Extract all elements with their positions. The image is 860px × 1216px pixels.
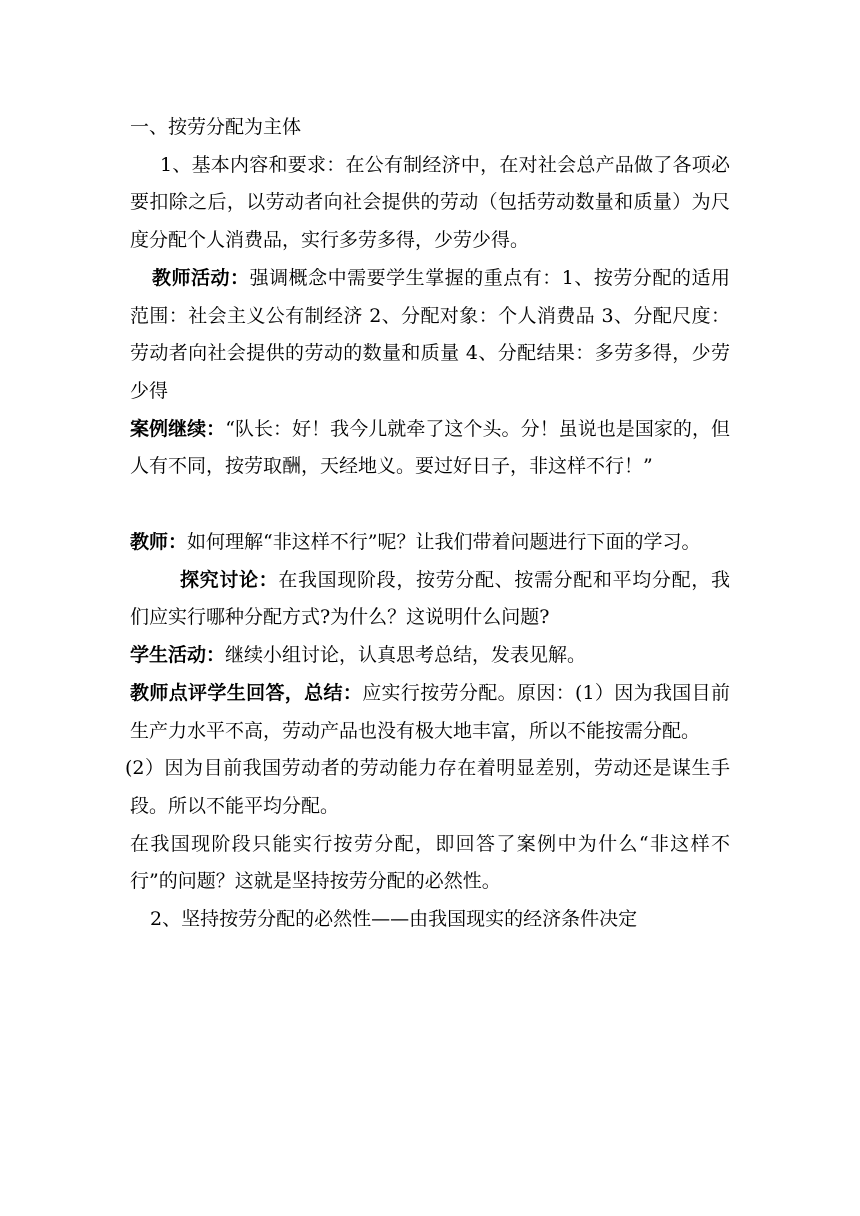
section-heading: 一、按劳分配为主体 — [130, 116, 302, 138]
teacher-activity-label: 教师活动： — [152, 266, 250, 289]
paragraph-reason-two: (2）因为目前我国劳动者的劳动能力存在着明显差别，劳动还是谋生手段。所以不能平均分配。 — [125, 757, 730, 817]
paragraph-teacher-activity — [130, 260, 730, 411]
teacher-activity-text: 强调概念中需要学生掌握的重点有：1、按劳分配的适用范围：社会主义公有制经济 2、分配对象：个人消费品 3、分配尺度：劳动者向社会提供的劳动的数量和质量 4、分配结果：多劳多得，少劳少得 — [130, 266, 730, 402]
paragraph-teacher-question — [130, 524, 730, 562]
teacher-summary-label: 教师点评学生回答，总结： — [130, 681, 363, 704]
paragraph-case-continued — [130, 411, 730, 486]
student-activity-label: 学生活动： — [130, 644, 226, 667]
paragraph-teacher-summary — [130, 675, 730, 750]
paragraph-necessity-heading: 2、坚持按劳分配的必然性——由我国现实的经济条件决定 — [150, 908, 638, 931]
teacher-question-text: 如何理解“非这样不行”呢？让我们带着问题进行下面的学习。 — [187, 531, 701, 554]
paragraph-student-activity — [130, 637, 730, 675]
teacher-summary-text: 应实行按劳分配。原因：(1）因为我国目前生产力水平不高，劳动产品也没有极大地丰富，所以不能按需分配。 — [130, 681, 730, 742]
inquiry-discussion-text: 在我国现阶段，按劳分配、按需分配和平均分配，我们应实行哪种分配方式?为什么？这说明什么问题? — [130, 568, 730, 629]
student-activity-text: 继续小组讨论，认真思考总结，发表见解。 — [225, 644, 587, 667]
teacher-label: 教师： — [130, 531, 188, 554]
inquiry-discussion-label: 探究讨论： — [180, 568, 279, 591]
case-continued-label: 案例继续： — [130, 417, 226, 440]
document-body — [125, 109, 730, 939]
paragraph-inquiry-discussion — [130, 562, 730, 637]
paragraph-conclusion: 在我国现阶段只能实行按劳分配，即回答了案例中为什么“非这样不行”的问题？这就是坚持按劳分配的必然性。 — [130, 832, 730, 893]
paragraph-basic-content: 1、基本内容和要求：在公有制经济中，在对社会总产品做了各项必要扣除之后，以劳动者向社会提供的劳动（包括劳动数量和质量）为尺度分配个人消费品，实行多劳多得，少劳少得。 — [130, 153, 730, 252]
case-continued-text: “队长：好！我今儿就牵了这个头。分！虽说也是国家的，但人有不同，按劳取酬，天经地义。要过好日子，非这样不行！” — [130, 417, 730, 478]
